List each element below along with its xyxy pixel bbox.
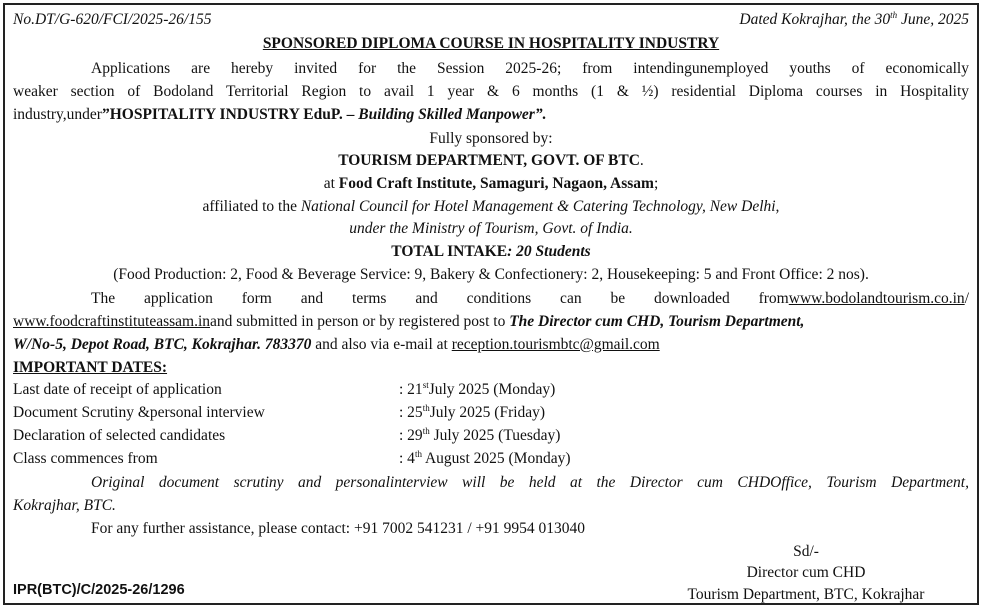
- date-text: Dated Kokrajhar, the 30: [739, 11, 891, 28]
- date-rest: August 2025 (Monday): [421, 450, 571, 467]
- page-title: SPONSORED DIPLOMA COURSE IN HOSPITALITY INDUSTRY: [262, 35, 720, 52]
- date-tail: June, 2025: [897, 11, 969, 28]
- institute-name: Food Craft Institute, Samaguri, Nagaon, Assam: [338, 175, 654, 192]
- date-rest: July 2025 (Tuesday): [429, 427, 561, 444]
- intro-line-3: [13, 104, 969, 125]
- date-value: [399, 379, 555, 400]
- application-line-3-text: and also via e-mail at: [311, 336, 452, 353]
- date-day: : 4: [399, 450, 415, 467]
- reference-number: No.DT/G-620/FCI/2025-26/155: [13, 11, 212, 28]
- at-prefix: at: [323, 175, 339, 192]
- director-address-1: The Director cum CHD, Tourism Department,: [509, 313, 805, 330]
- advertisement-notice: [3, 3, 979, 605]
- note-line-2: Kokrajhar, BTC.: [13, 497, 116, 514]
- date-label: Class commences from: [13, 450, 158, 467]
- affiliated-prefix: affiliated to the: [202, 198, 301, 215]
- bodoland-tourism-link[interactable]: www.bodolandtourism.co.in: [788, 290, 965, 307]
- date-day-sup: th: [414, 448, 422, 459]
- sponsor-dept: TOURISM DEPARTMENT, GOVT. OF BTC: [338, 152, 640, 169]
- application-line-1-end: /: [964, 290, 969, 307]
- affiliation-row: [13, 196, 969, 217]
- date-label: Last date of receipt of application: [13, 381, 222, 398]
- sponsor-dept-row: [13, 150, 969, 171]
- date-day: : 21: [399, 381, 423, 398]
- application-line-2: [13, 311, 969, 332]
- council-name: National Council for Hotel Management & Catering Technology, New Delhi,: [300, 198, 780, 215]
- important-dates-heading-row: [13, 357, 969, 378]
- date-label: Document Scrutiny &personal interview: [13, 404, 265, 421]
- date-day: : 25: [399, 404, 423, 421]
- date-sup: th: [890, 9, 898, 20]
- date-day-sup: th: [422, 402, 430, 413]
- director-address-2: W/No-5, Depot Road, BTC, Kokrajhar. 783370: [13, 336, 312, 353]
- date-day-sup: th: [422, 425, 430, 436]
- signature-designation: Director cum CHD: [746, 564, 866, 581]
- signature-office: Tourism Department, BTC, Kokrajhar: [687, 586, 925, 603]
- title-row: [13, 33, 969, 54]
- contact-email-link[interactable]: reception.tourismbtc@gmail.com: [451, 336, 660, 353]
- intro-line-2: weaker section of Bodoland Territorial Region to avail 1 year & 6 months (1 & ½) residential Diploma courses in Hospitality: [13, 83, 969, 100]
- intake-breakdown: (Food Production: 2, Food & Beverage Service: 9, Bakery & Confectionery: 2, Housekeeping: 5 and Front Office: 2 nos).: [113, 266, 869, 283]
- intro-line-3-prefix: industry,under: [13, 106, 102, 123]
- application-text: The application form and terms and conditions can be downloaded from: [91, 290, 789, 307]
- application-line-3: [13, 334, 969, 355]
- date-label: Declaration of selected candidates: [13, 427, 226, 444]
- note-line-1: Original document scrutiny and personalinterview will be held at the Director cum CHDOffice, Tourism Department,: [91, 474, 969, 491]
- application-line-1: [91, 288, 969, 309]
- important-dates-heading: IMPORTANT DATES:: [13, 359, 168, 376]
- institute-end: ;: [653, 175, 659, 192]
- ipr-reference: IPR(BTC)/C/2025-26/1296: [13, 582, 185, 598]
- sponsor-dept-end: .: [639, 152, 644, 169]
- signature-sd: Sd/-: [793, 543, 819, 560]
- contact-line: For any further assistance, please contact: +91 7002 541231 / +91 9954 013040: [91, 520, 586, 537]
- program-name: ”HOSPITALITY INDUSTRY EduP. –: [101, 106, 359, 123]
- date-day-sup: st: [422, 379, 429, 390]
- date-value: [399, 425, 560, 446]
- date-value: [399, 448, 571, 469]
- intake-label: TOTAL INTAKE: [391, 243, 508, 260]
- ministry-row: under the Ministry of Tourism, Govt. of India.: [349, 220, 633, 237]
- institute-row: [13, 173, 969, 194]
- intro-line-1: Applications are hereby invited for the Session 2025-26; from intendingunemployed youths of economically: [91, 60, 969, 77]
- sponsor-label: Fully sponsored by:: [429, 130, 553, 147]
- date-rest: July 2025 (Monday): [428, 381, 556, 398]
- program-tagline: Building Skilled Manpower”.: [358, 106, 547, 123]
- application-line-2-text: and submitted in person or by registered post to: [210, 313, 510, 330]
- date-rest: July 2025 (Friday): [429, 404, 546, 421]
- food-craft-institute-link[interactable]: www.foodcraftinstituteassam.in: [13, 313, 211, 330]
- date-day: : 29: [399, 427, 423, 444]
- header: [13, 9, 969, 30]
- date-value: [399, 402, 545, 423]
- dated-line: [739, 9, 969, 30]
- intake-value: : 20 Students: [507, 243, 591, 260]
- intake-row: [13, 241, 969, 262]
